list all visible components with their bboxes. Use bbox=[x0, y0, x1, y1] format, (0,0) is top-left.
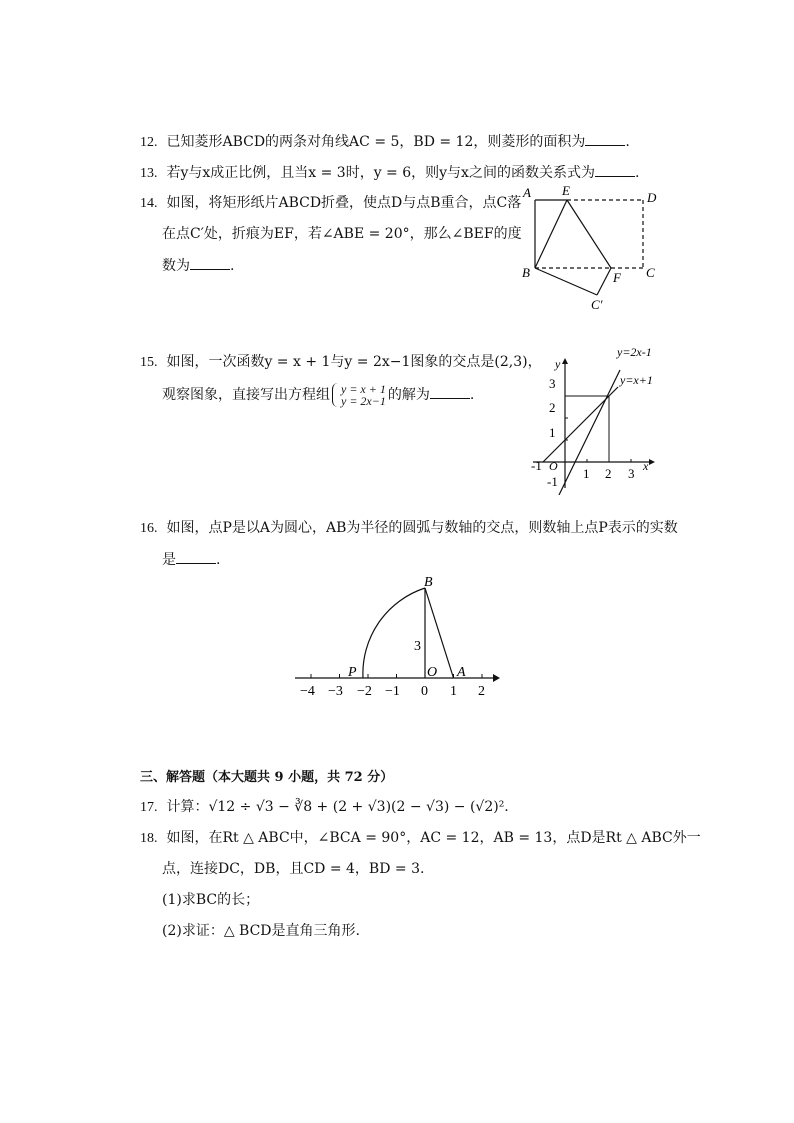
label-p: P bbox=[348, 665, 357, 680]
question-17 bbox=[140, 797, 509, 818]
equation-1: y = x + 1 bbox=[341, 382, 386, 396]
tick-label-2: 2 bbox=[478, 684, 485, 699]
label-c-prime: C′ bbox=[591, 297, 603, 312]
tick-label-x-minus-1: -1 bbox=[531, 458, 542, 473]
line-label-2x-1: y=2x-1 bbox=[617, 345, 652, 359]
y-axis-label: y bbox=[555, 357, 561, 371]
question-number: 18. bbox=[140, 831, 158, 846]
question-18-part-2 bbox=[162, 921, 360, 941]
equation-2: y = 2x−1 bbox=[341, 394, 386, 408]
question-number: 17. bbox=[140, 800, 158, 815]
question-text: 如图，在Rt △ ABC中，∠BCA = 90°，AC = 12，AB = 13，点D是Rt △ ABC外一 bbox=[166, 830, 701, 846]
edge-bc-prime bbox=[535, 268, 597, 295]
question-14-line-3 bbox=[162, 255, 234, 276]
label-c: C bbox=[646, 265, 655, 280]
period: . bbox=[469, 387, 475, 403]
label-a: A bbox=[523, 185, 531, 200]
period: . bbox=[230, 258, 235, 274]
label-b: B bbox=[522, 265, 530, 280]
question-text: (1)求BC的长； bbox=[162, 892, 260, 908]
label-height-3: 3 bbox=[414, 639, 421, 654]
question-text: 的解为 bbox=[387, 387, 430, 403]
question-text: 观察图象，直接写出方程组 bbox=[162, 387, 330, 403]
tick-label-minus-1: −1 bbox=[385, 684, 400, 699]
question-text: 如图，点P是以A为圆心，AB为半径的圆弧与数轴的交点，则数轴上点P表示的实数 bbox=[166, 520, 678, 536]
answer-blank bbox=[585, 131, 625, 146]
question-number: 14. bbox=[140, 196, 158, 211]
question-14-line-1 bbox=[140, 193, 521, 214]
period: . bbox=[625, 134, 630, 150]
rectangle-fold-figure bbox=[515, 180, 665, 315]
tick-label-x-1: 1 bbox=[583, 466, 590, 481]
section-heading-3: 三、解答题（本大题共 9 小题，共 72 分） bbox=[140, 770, 394, 785]
question-text: 若y与x成正比例，且当x = 3时，y = 6，则y与x之间的函数关系式为 bbox=[166, 165, 595, 181]
answer-blank bbox=[430, 384, 470, 399]
answer-blank bbox=[595, 162, 635, 177]
tick-label-y-minus-1: -1 bbox=[547, 474, 558, 489]
tick-label-y-1: 1 bbox=[549, 425, 556, 440]
tick-label-minus-4: −4 bbox=[300, 684, 315, 699]
origin-label: O bbox=[549, 459, 558, 473]
tick-label-x-3: 3 bbox=[628, 466, 635, 481]
question-text: 点，连接DC，DB，且CD = 4，BD = 3. bbox=[162, 861, 425, 877]
equation-system bbox=[332, 383, 386, 407]
line-label-x-1: y=x+1 bbox=[620, 373, 653, 387]
label-d: D bbox=[647, 190, 657, 205]
edge-ef bbox=[567, 200, 611, 268]
edge-fc-prime bbox=[597, 268, 611, 295]
question-text: 数为 bbox=[162, 258, 190, 274]
number-line-arc-figure bbox=[290, 572, 505, 702]
question-text: 计算：√12 ÷ √3 − ∛8 + (2 + √3)(2 − √3) − (√2)². bbox=[166, 799, 509, 815]
question-text: (2)求证：△ BCD是直角三角形. bbox=[162, 923, 360, 939]
tick-label-minus-3: −3 bbox=[328, 684, 343, 699]
question-14-line-2 bbox=[162, 224, 522, 244]
question-16-line-1 bbox=[140, 518, 678, 539]
question-number: 15. bbox=[140, 355, 158, 370]
question-18-line-1 bbox=[140, 828, 701, 849]
question-text: 如图，将矩形纸片ABCD折叠，使点D与点B重合，点C落 bbox=[166, 195, 522, 211]
question-18-line-2 bbox=[162, 859, 424, 879]
tick-label-y-2: 2 bbox=[549, 400, 556, 415]
answer-blank bbox=[176, 549, 216, 564]
tick-label-minus-2: −2 bbox=[357, 684, 372, 699]
question-15-line-2 bbox=[162, 383, 474, 407]
period: . bbox=[634, 165, 640, 181]
x-axis-arrow bbox=[649, 459, 655, 465]
question-15-line-1 bbox=[140, 352, 542, 373]
question-text: 是 bbox=[162, 552, 176, 568]
tick-label-0: 0 bbox=[421, 684, 428, 699]
tick-label-1: 1 bbox=[450, 684, 457, 699]
label-b: B bbox=[424, 575, 433, 590]
arc-ab bbox=[363, 588, 425, 678]
edge-be bbox=[535, 200, 567, 268]
question-text: 已知菱形ABCD的两条对角线AC = 5，BD = 12，则菱形的面积为 bbox=[166, 134, 586, 150]
question-number: 13. bbox=[140, 166, 158, 181]
tick-label-x-2: 2 bbox=[605, 466, 612, 481]
x-axis-label: x bbox=[643, 459, 649, 473]
label-o: O bbox=[427, 665, 438, 680]
y-axis-arrow bbox=[562, 358, 568, 364]
question-16-line-2 bbox=[162, 549, 220, 570]
answer-blank bbox=[190, 255, 230, 270]
linear-functions-graph bbox=[525, 340, 665, 495]
question-number: 12. bbox=[140, 135, 158, 150]
question-text: 如图，一次函数y = x + 1与y = 2x−1图象的交点是(2,3)， bbox=[166, 354, 542, 370]
label-a: A bbox=[457, 665, 466, 680]
label-e: E bbox=[562, 183, 570, 198]
question-number: 16. bbox=[140, 521, 158, 536]
number-line-arrow bbox=[493, 674, 500, 682]
tick-label-y-3: 3 bbox=[549, 376, 556, 391]
question-text: 在点C′处，折痕为EF，若∠ABE = 20°，那么∠BEF的度 bbox=[162, 226, 522, 242]
label-f: F bbox=[613, 270, 621, 285]
period: . bbox=[216, 552, 221, 568]
question-12 bbox=[140, 131, 630, 153]
question-18-part-1 bbox=[162, 890, 259, 910]
